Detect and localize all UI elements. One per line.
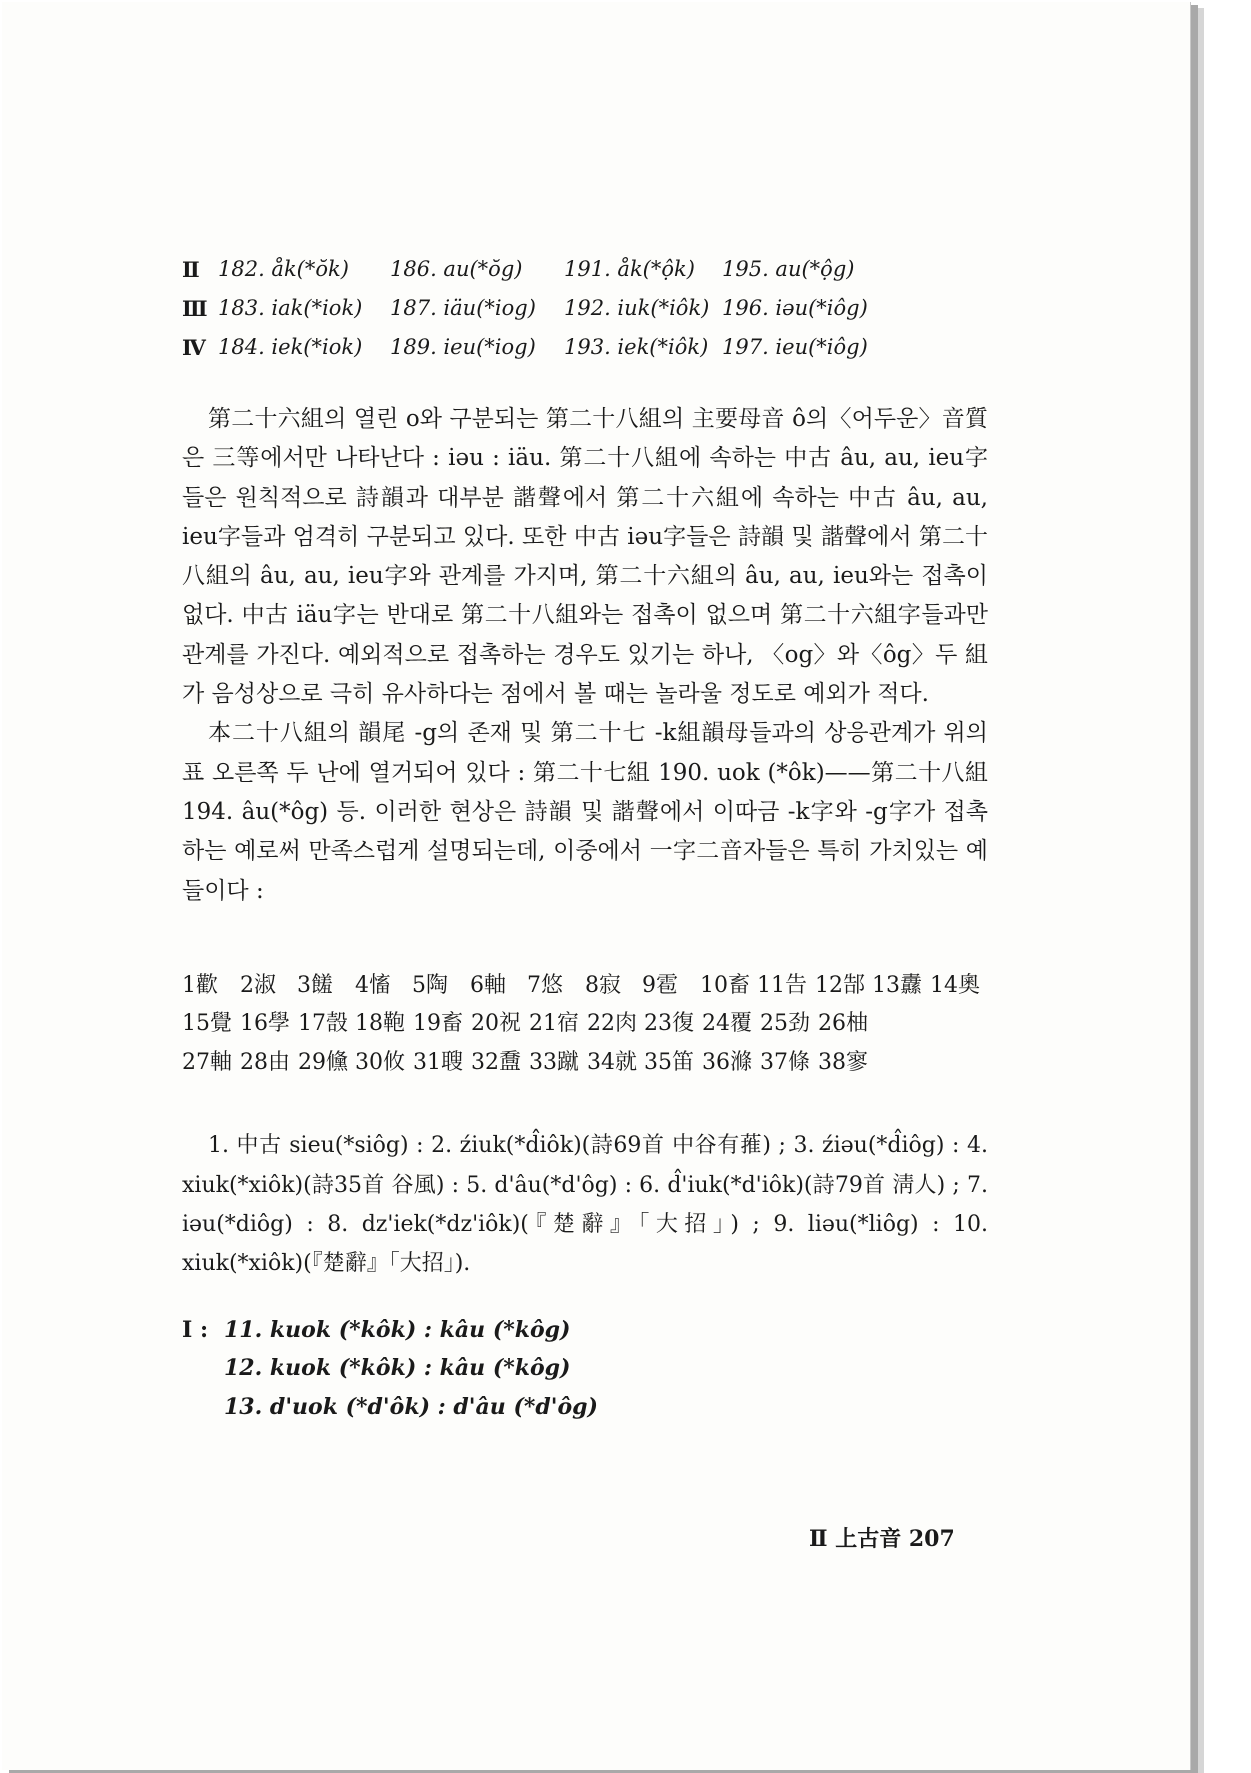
character-item: 35笛	[644, 1049, 694, 1075]
row-numeral: Ⅱ	[182, 257, 200, 282]
character-item: 17嗀	[298, 1011, 348, 1037]
character-item: 24覆	[702, 1011, 752, 1037]
table-cell: 184. iek(*iok)	[218, 335, 363, 359]
table-cell: 191. åk(*ộk)	[564, 257, 695, 281]
character-item: 4慉	[355, 972, 391, 998]
table-cell: 196. iəu(*iôg)	[722, 296, 868, 320]
character-item: 7悠	[527, 972, 563, 998]
character-item: 33蹴	[529, 1049, 579, 1075]
character-item: 30攸	[355, 1049, 405, 1075]
table-cell: 183. iak(*iok)	[218, 296, 363, 320]
character-item: 27軸	[182, 1049, 232, 1075]
character-item: 6軸	[470, 972, 506, 998]
table-cell: 195. au(*ộg)	[722, 257, 855, 281]
character-item: 13纛	[872, 972, 922, 998]
character-row	[182, 967, 988, 1006]
character-item: 22肉	[587, 1011, 637, 1037]
paragraph: 本二十八組의 韻尾 -g의 존재 및 第二十七 -k組韻母들과의 상응관계가 위의 표 오른쪽 두 난에 열거되어 있다 : 第二十七組 190. uok (*ôk)——第二十八組 194. âu(*ôg) 등. 이러한 현상은 詩韻 및 諧聲에서 이따금 -k字와 -g字가 접촉하는 예로써 만족스럽게 설명되는데, 이중에서 一字二音자들은 특히 가치있는 예들이다 :	[182, 720, 988, 904]
character-item: 15覺	[182, 1011, 232, 1037]
row-numeral: Ⅳ	[182, 335, 206, 360]
character-row	[182, 1044, 988, 1083]
list-item-text: 13. d'uok (*d'ôk) : d'âu (*d'ôg)	[224, 1393, 598, 1420]
page-content	[182, 250, 988, 1426]
section-title: Ⅱ 上古音	[809, 1526, 902, 1552]
character-item: 12郜	[815, 972, 865, 998]
character-list	[182, 967, 988, 1083]
table-row	[182, 328, 988, 367]
table-cell: 193. iek(*iôk)	[564, 335, 709, 359]
table-cell: 197. ieu(*iôg)	[722, 335, 868, 359]
table-row	[182, 289, 988, 328]
rime-table	[182, 250, 988, 367]
character-item: 2淑	[240, 972, 276, 998]
table-cell: 182. åk(*ŏk)	[218, 257, 349, 281]
table-row	[182, 250, 988, 289]
character-item: 25劲	[760, 1011, 810, 1037]
character-item: 29儵	[298, 1049, 348, 1075]
list-item	[182, 1388, 988, 1427]
row-numeral: Ⅲ	[182, 296, 208, 321]
character-item: 11告	[757, 972, 807, 998]
character-item: 28由	[240, 1049, 290, 1075]
list-item	[182, 1311, 988, 1350]
character-item: 21宿	[529, 1011, 579, 1037]
character-item: 3饈	[297, 972, 333, 998]
table-cell: 187. iäu(*iog)	[390, 296, 536, 320]
character-item: 34就	[587, 1049, 637, 1075]
character-item: 38寥	[818, 1049, 868, 1075]
paragraph: 第二十六組의 열린 o와 구분되는 第二十八組의 主要母音 ô의〈어두운〉音質은 三等에서만 나타난다 : iəu : iäu. 第二十八組에 속하는 中古 âu, au, ieu字들은 원칙적으로 詩韻과 대부분 諧聲에서 第二十六組에 속하는 中古 âu, au, ieu字들과 엄격히 구분되고 있다. 또한 中古 iəu字들은 詩韻 및 諧聲에서 第二十八組의 âu, au, ieu字와 관계를 가지며, 第二十六組의 âu, au, ieu와는 접촉이 없다. 中古 iäu字는 반대로 第二十八組와는 접촉이 없으며 第二十六組字들과만 관계를 가진다. 예외적으로 접촉하는 경우도 있기는 하나, 〈og〉와〈ôg〉두 組가 음성상으로 극히 유사하다는 점에서 볼 때는 놀라울 정도로 예외가 적다.	[182, 406, 988, 708]
example-note: 1. 中古 sieu(*siôg) : 2. źiuk(*d̂iôk)(詩69首 中谷有蓷) ; 3. źiəu(*d̂iôg) : 4. xiuk(*xiôk)(詩35首 谷風) : 5. d'âu(*d'ôg) : 6. d̂'iuk(*d'iôk)(詩79首 淸人) ; 7. iəu(*diôg) : 8. dz'iek(*dz'iôk)(『楚辭』「大招」) ; 9. liəu(*liôg) : 10. xiuk(*xiôk)(『楚辭』「大招」).	[182, 1133, 988, 1277]
character-item: 20祝	[471, 1011, 521, 1037]
character-item: 32䀉	[471, 1049, 521, 1075]
list-item	[182, 1349, 988, 1388]
page-footer	[809, 1522, 955, 1553]
character-item: 23復	[644, 1011, 694, 1037]
character-row	[182, 1005, 988, 1044]
character-item: 37條	[760, 1049, 810, 1075]
list-label: Ⅰ :	[182, 1316, 209, 1343]
example-list	[182, 1311, 988, 1427]
character-item: 8寂	[585, 972, 621, 998]
character-item: 1歡	[182, 972, 218, 998]
character-item: 5陶	[412, 972, 448, 998]
list-item-text: 12. kuok (*kôk) : kâu (*kôg)	[224, 1355, 571, 1382]
character-item: 9雹	[642, 972, 678, 998]
character-item: 18鞄	[355, 1011, 405, 1037]
table-cell: 189. ieu(*iog)	[390, 335, 536, 359]
character-item: 14奧	[930, 972, 980, 998]
character-item: 26柚	[818, 1011, 868, 1037]
table-cell: 192. iuk(*iôk)	[564, 296, 710, 320]
body-text	[182, 400, 988, 911]
list-item-text: 11. kuok (*kôk) : kâu (*kôg)	[224, 1316, 571, 1343]
table-cell: 186. au(*ŏg)	[390, 257, 523, 281]
page-number: 207	[908, 1526, 955, 1552]
page-sheet	[2, 2, 1191, 1770]
character-item: 19畜	[413, 1011, 463, 1037]
character-item: 10畜	[700, 972, 750, 998]
character-item: 36滌	[702, 1049, 752, 1075]
character-item: 16學	[240, 1011, 290, 1037]
character-item: 31䏂	[413, 1049, 463, 1075]
